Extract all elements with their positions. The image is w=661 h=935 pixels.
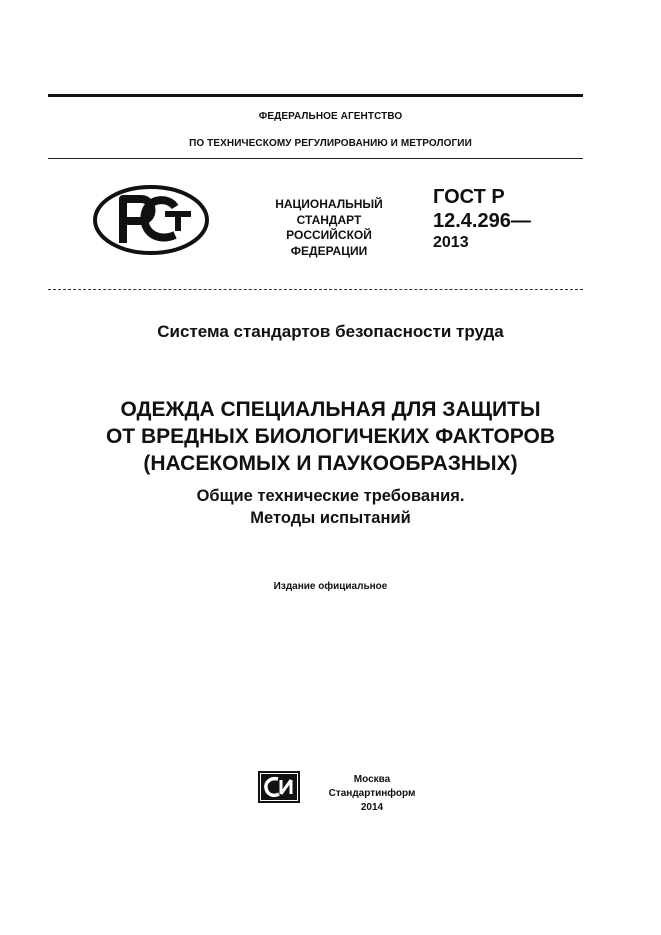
main-title-line-2: ОТ ВРЕДНЫХ БИОЛОГИЧЕКИХ ФАКТОРОВ	[105, 425, 556, 448]
header-rule-bottom	[48, 289, 583, 290]
main-title-line-1: ОДЕЖДА СПЕЦИАЛЬНАЯ ДЛЯ ЗАЩИТЫ	[120, 398, 541, 421]
publisher-city: Москва	[353, 774, 391, 785]
agency-name-line1: ФЕДЕРАЛЬНОЕ АГЕНТСТВО	[258, 111, 403, 122]
system-title: Система стандартов безопасности труда	[157, 322, 504, 341]
gost-designation	[433, 186, 531, 253]
standartinform-logo-icon	[258, 771, 300, 803]
subtitle-line-1: Общие технические требования.	[196, 487, 465, 505]
agency-name-line2: ПО ТЕХНИЧЕСКОМУ РЕГУЛИРОВАНИЮ И МЕТРОЛОГИИ	[189, 138, 472, 149]
publisher-name: Стандартинформ	[328, 788, 416, 799]
national-standard-label	[258, 197, 400, 259]
main-title-line-3: (НАСЕКОМЫХ И ПАУКООБРАЗНЫХ)	[143, 452, 518, 475]
header-rule-top	[48, 94, 583, 97]
gost-number: 12.4.296—	[433, 210, 531, 232]
publisher-year: 2014	[360, 802, 384, 813]
national-line-1: НАЦИОНАЛЬНЫЙ	[275, 197, 383, 211]
gost-year: 2013	[433, 234, 469, 251]
header-rule-middle	[48, 158, 583, 159]
main-title	[0, 396, 661, 477]
edition-note: Издание официальное	[273, 581, 388, 592]
national-line-3: РОССИЙСКОЙ	[286, 228, 372, 242]
gost-label: ГОСТ Р	[433, 186, 505, 208]
subtitle	[0, 485, 661, 529]
rst-certification-mark-icon	[93, 185, 209, 255]
subtitle-line-2: Методы испытаний	[250, 509, 411, 527]
national-line-2: СТАНДАРТ	[296, 212, 362, 227]
publisher-block	[318, 773, 426, 815]
national-line-4: ФЕДЕРАЦИИ	[290, 243, 368, 258]
